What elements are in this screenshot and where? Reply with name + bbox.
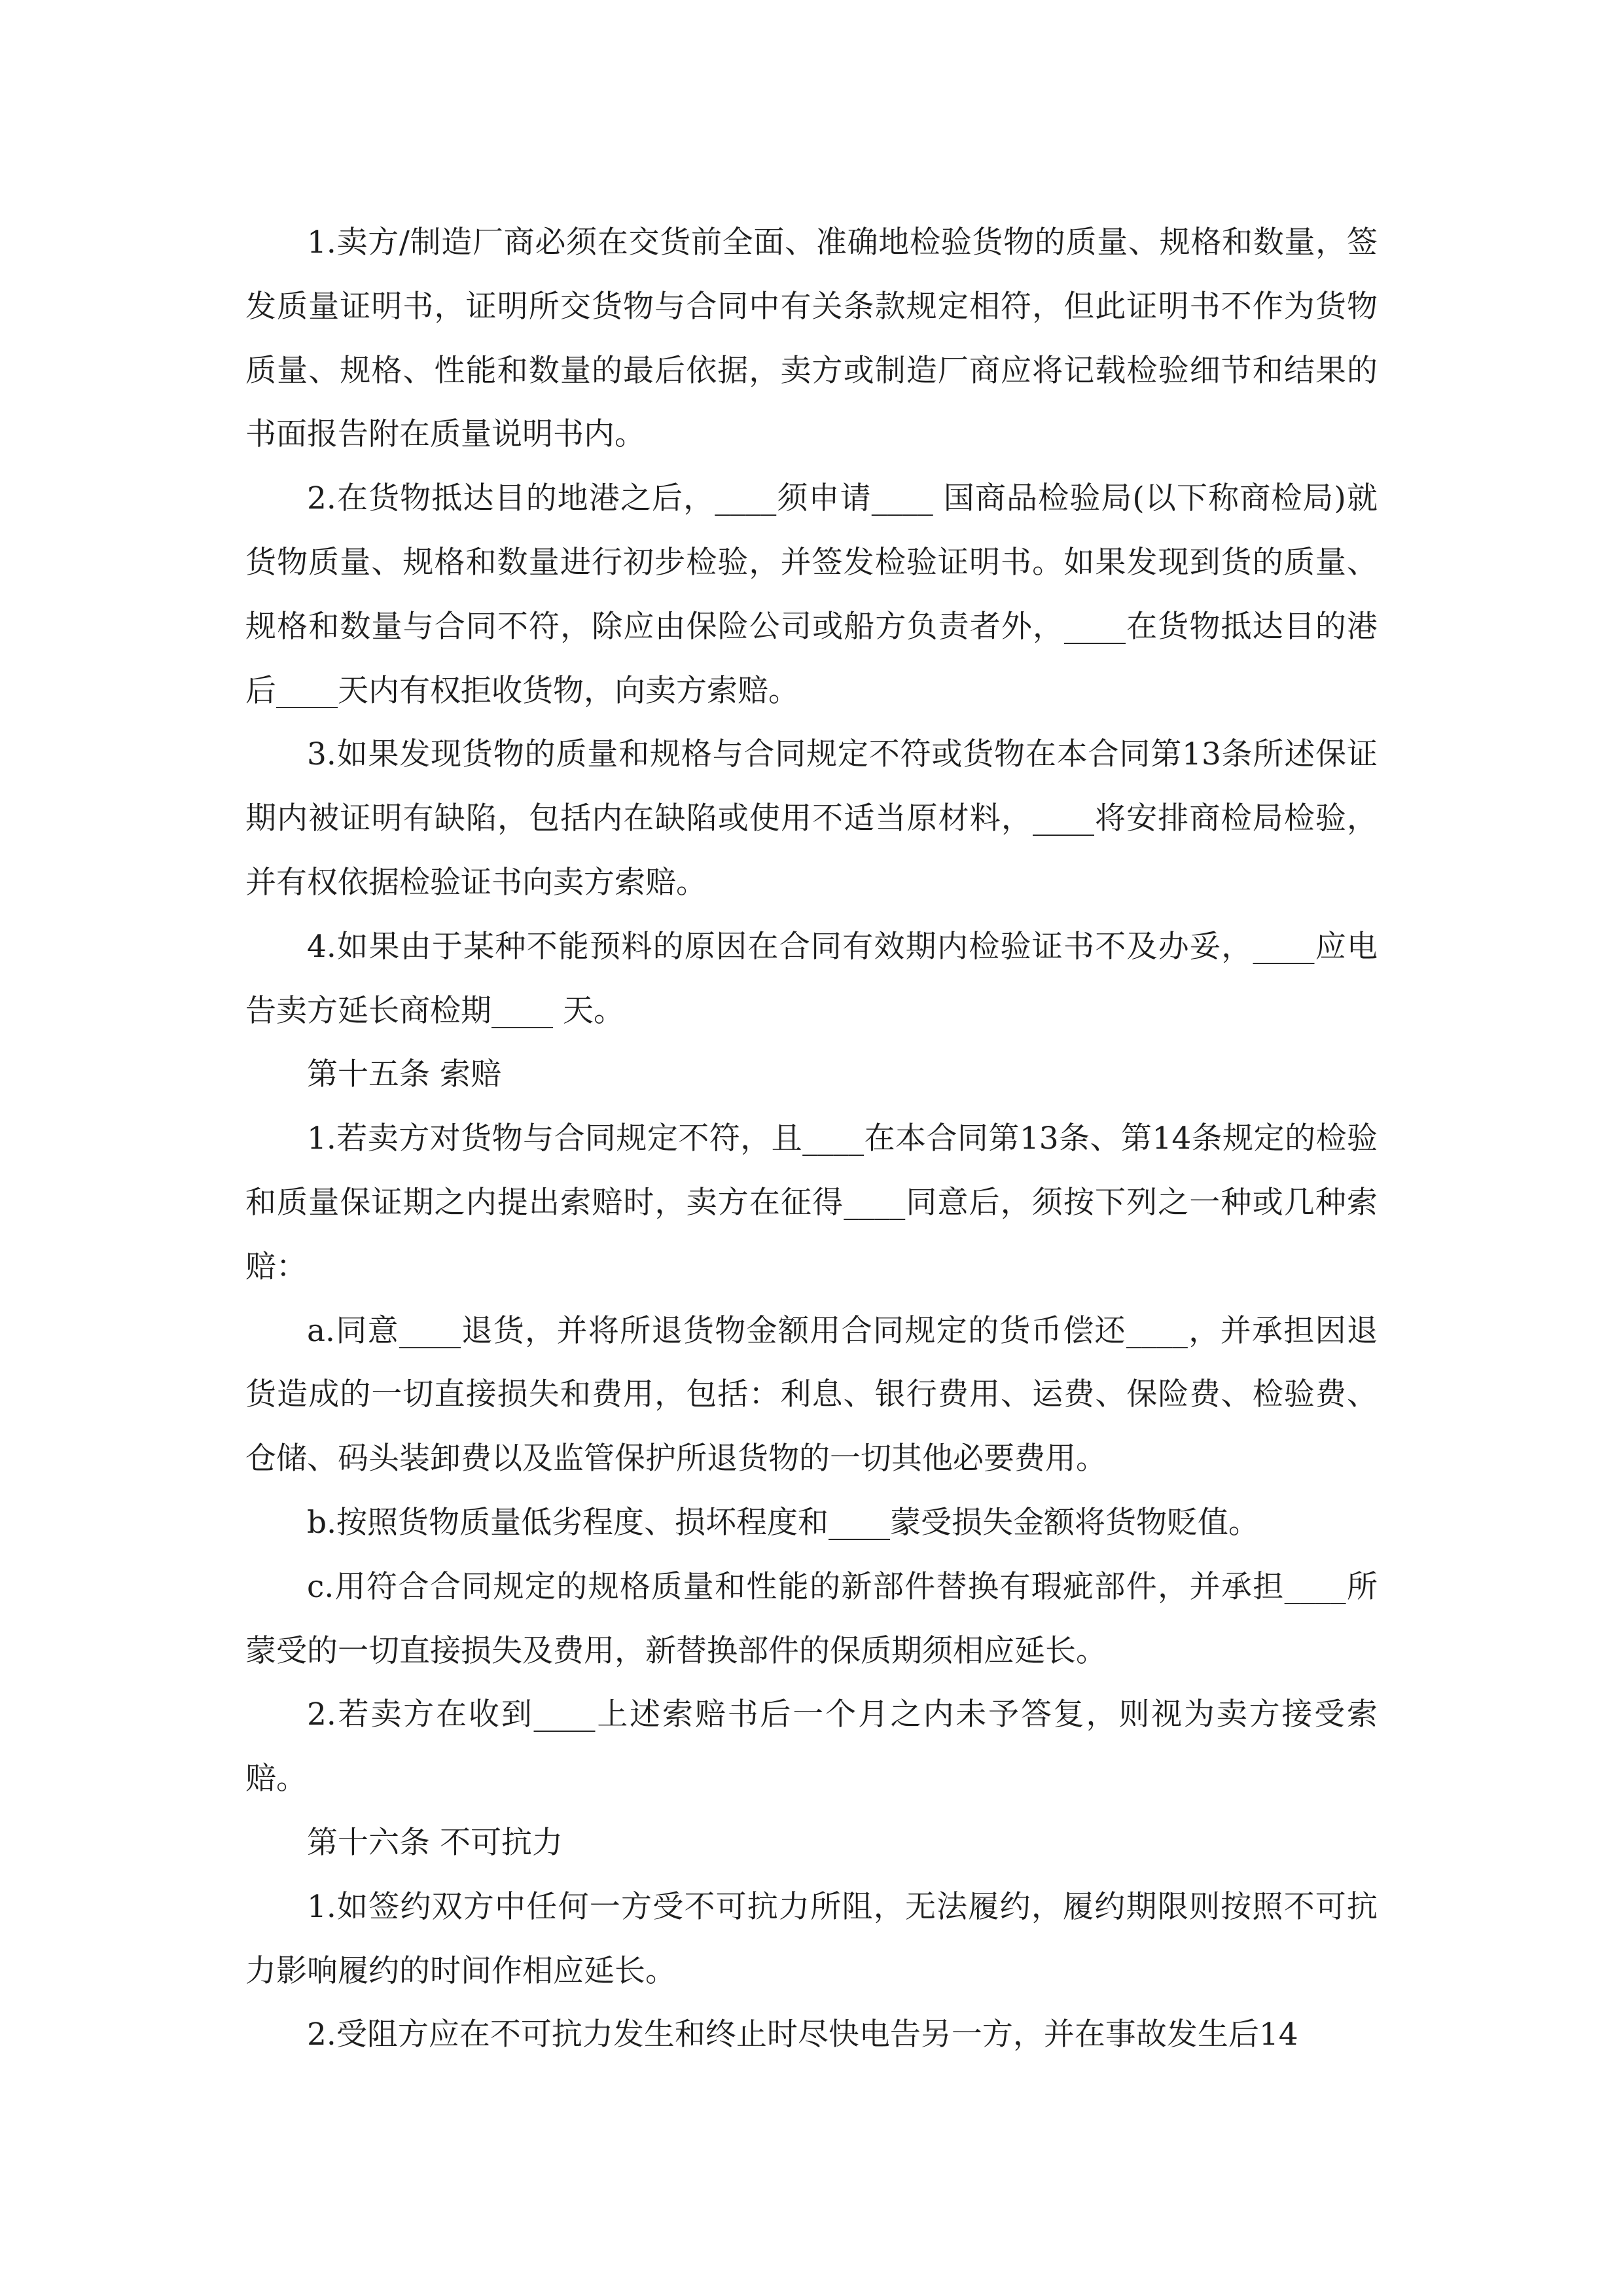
- clause-15-option-b: b.按照货物质量低劣程度、损坏程度和____蒙受损失金额将货物贬值。: [307, 1504, 1260, 1541]
- clause-15-item-2: 2.若卖方在收到____上述索赔书后一个月之内未予答复，则视为卖方接受索赔。: [245, 1696, 1378, 1797]
- clause-14-item-3: 3.如果发现货物的质量和规格与合同规定不符或货物在本合同第13条所述保证期内被证明有缺陷，包括内在缺陷或使用不适当原材料，____将安排商检局检验，并有权依据检验证书向卖方索赔。: [245, 736, 1378, 901]
- clause-15-item-1: 1.若卖方对货物与合同规定不符，且____在本合同第13条、第14条规定的检验和质量保证期之内提出索赔时，卖方在征得____同意后，须按下列之一种或几种索赔：: [245, 1121, 1378, 1285]
- clause-16-heading: 第十六条 不可抗力: [307, 1824, 563, 1861]
- document-body: [245, 211, 1378, 2067]
- clause-16-item-1: 1.如签约双方中任何一方受不可抗力所阻，无法履约，履约期限则按照不可抗力影响履约的时间作相应延长。: [245, 1888, 1378, 1989]
- clause-16-item-2: 2.受阻方应在不可抗力发生和终止时尽快电告另一方，并在事故发生后14: [307, 2017, 1298, 2053]
- clause-14-item-2: 2.在货物抵达目的地港之后，____须申请____ 国商品检验局(以下称商检局)就货物质量、规格和数量进行初步检验，并签发检验证明书。如果发现到货的质量、规格和数量与合同不符，除应由保险公司或船方负责者外，____在货物抵达目的港后____天内有权拒收货物，向卖方索赔。: [245, 480, 1378, 709]
- clause-15-option-c: c.用符合合同规定的规格质量和性能的新部件替换有瑕疵部件，并承担____所蒙受的一切直接损失及费用，新替换部件的保质期须相应延长。: [245, 1568, 1378, 1669]
- clause-14-item-1: 1.卖方/制造厂商必须在交货前全面、准确地检验货物的质量、规格和数量，签发质量证明书，证明所交货物与合同中有关条款规定相符，但此证明书不作为货物质量、规格、性能和数量的最后依据，卖方或制造厂商应将记载检验细节和结果的书面报告附在质量说明书内。: [245, 224, 1378, 453]
- clause-14-item-4: 4.如果由于某种不能预料的原因在合同有效期内检验证书不及办妥，____应电告卖方延长商检期____ 天。: [245, 928, 1378, 1029]
- clause-15-option-a: a.同意____退货，并将所退货物金额用合同规定的货币偿还____，并承担因退货造成的一切直接损失和费用，包括：利息、银行费用、运费、保险费、检验费、仓储、码头装卸费以及监管保护所退货物的一切其他必要费用。: [245, 1312, 1378, 1477]
- clause-15-heading: 第十五条 索赔: [307, 1056, 501, 1093]
